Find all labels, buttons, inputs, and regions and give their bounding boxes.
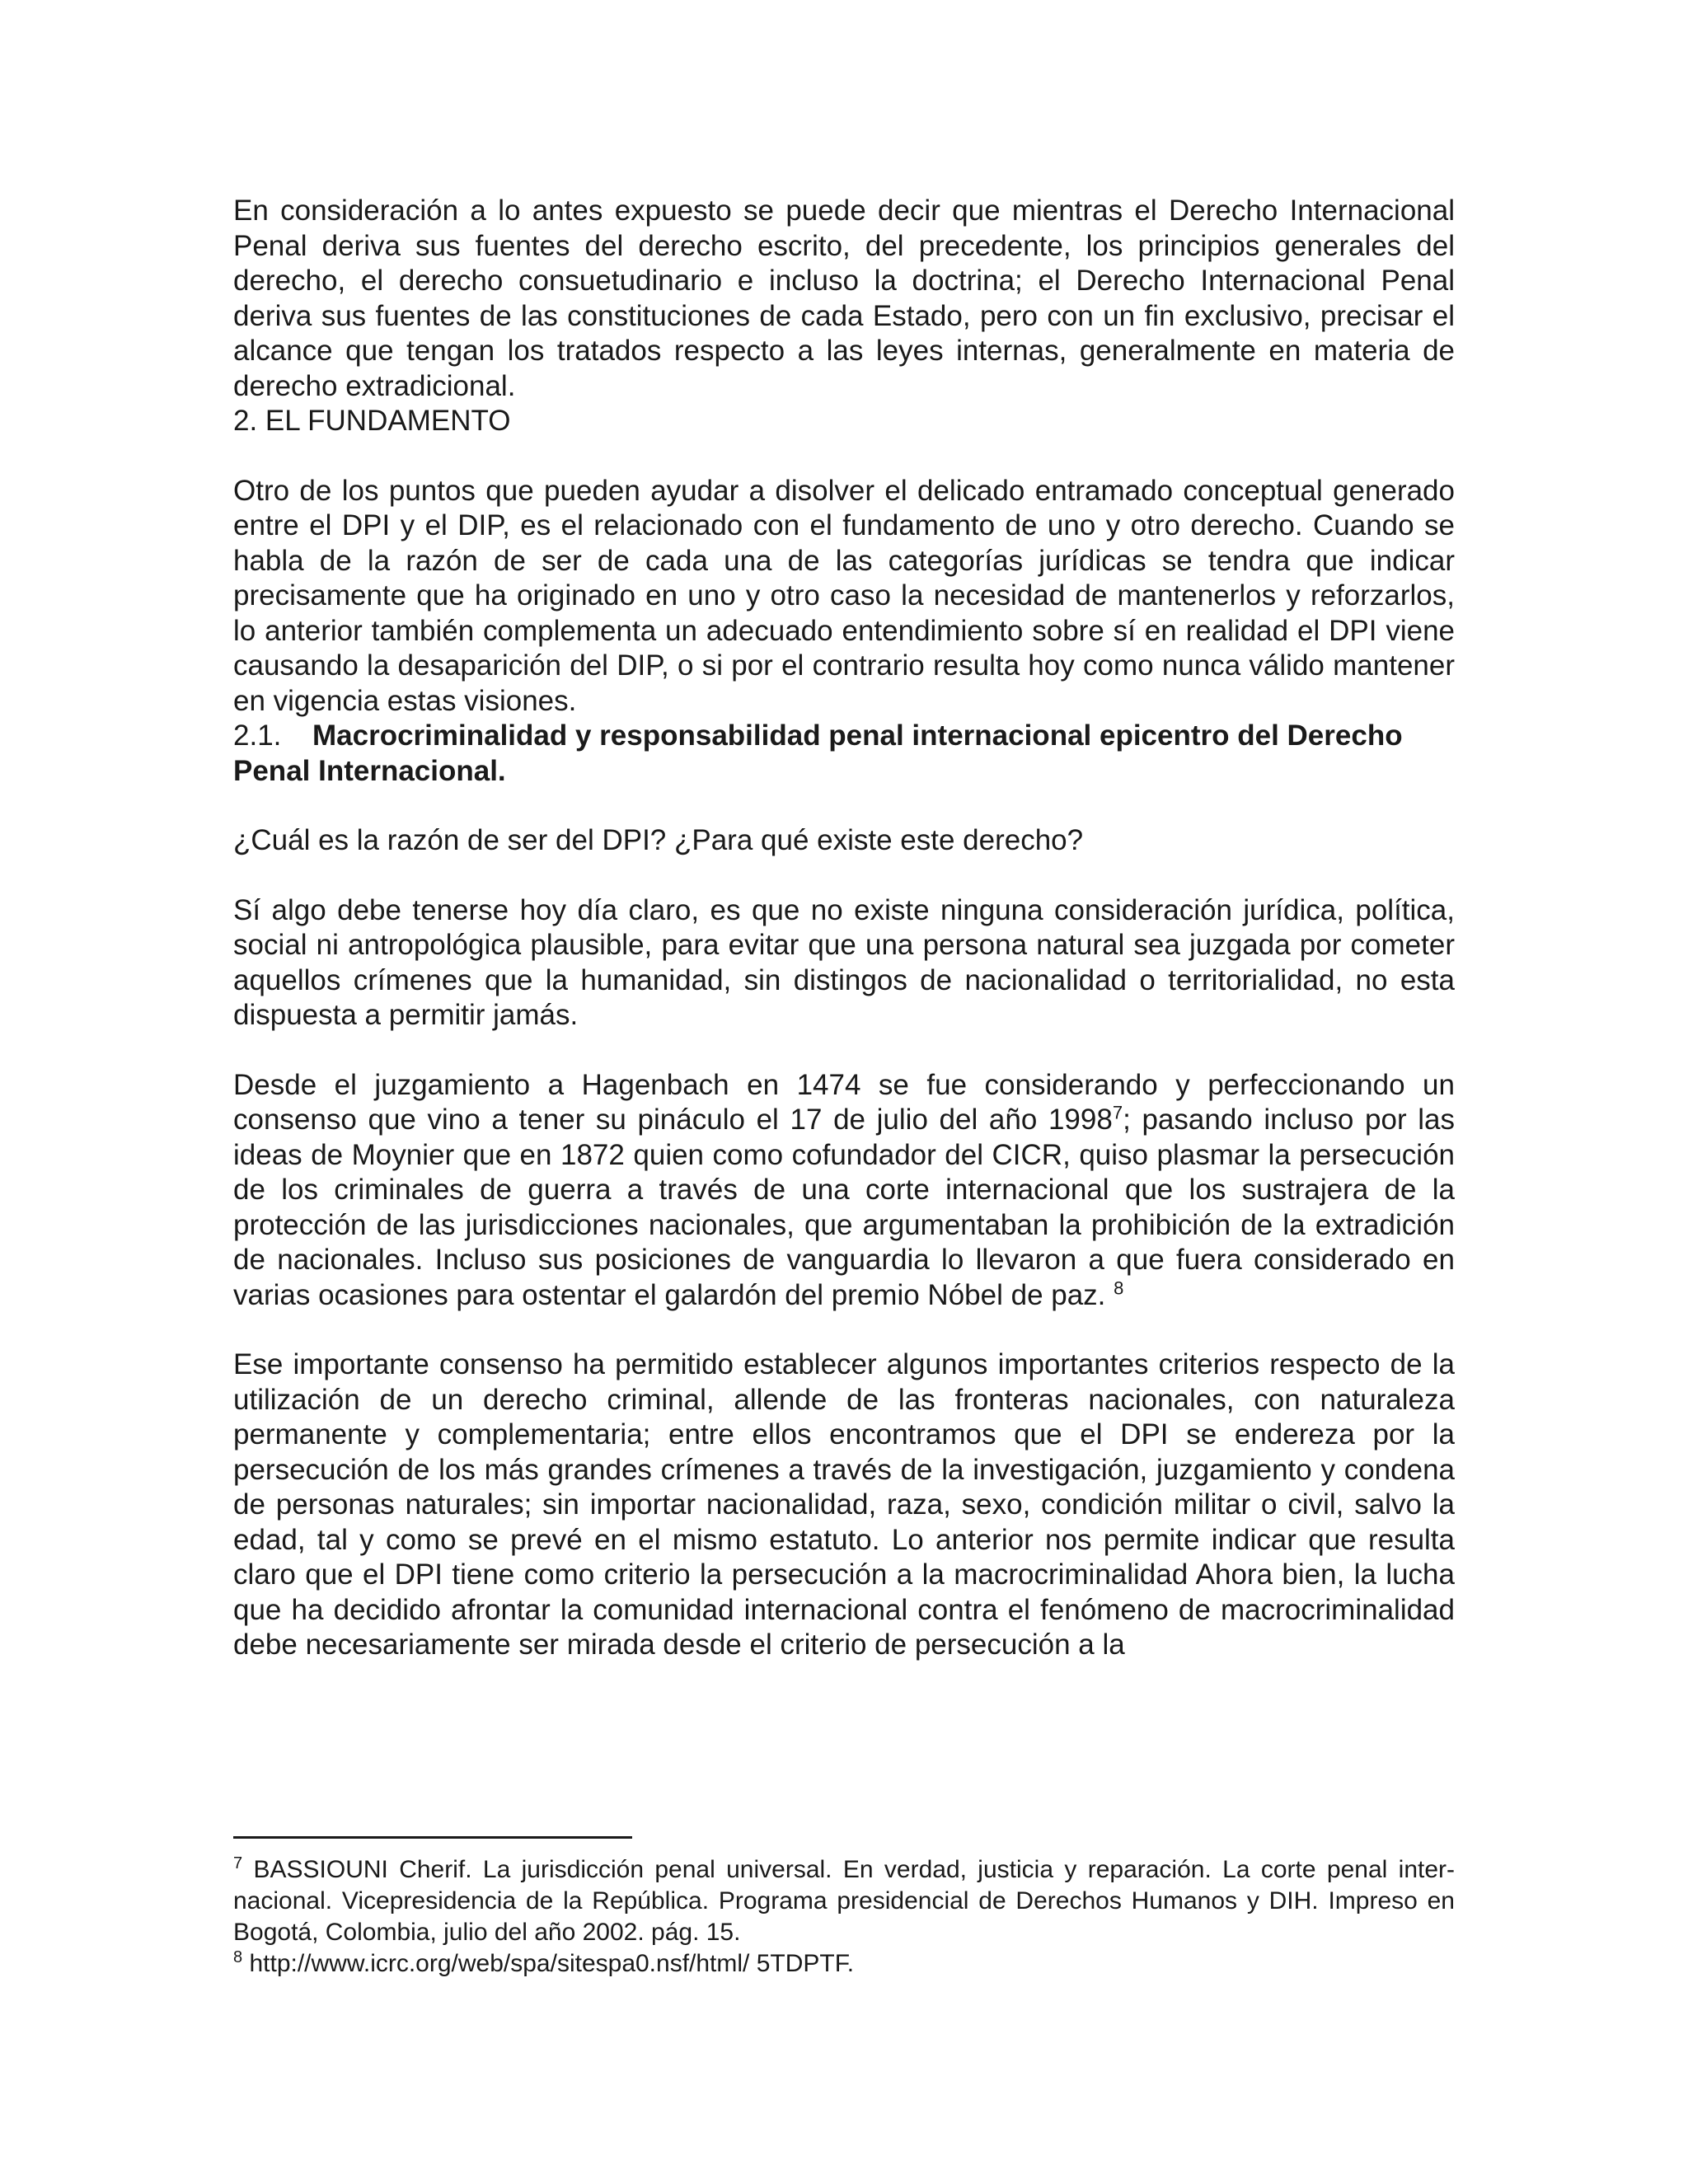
footnote-8 [233,1948,1455,1980]
paragraph-sources: En consideración a lo antes expuesto se puede decir que mientras el Derecho Internacional Penal deriva sus fuentes del derecho escrito, del precedente, los principios generales del derecho, el derecho consuetudinario e incluso la doctrina; el Derecho Internacional Penal deriva sus fuentes de las constituciones de cada Estado, pero con un fin exclusivo, precisar el alcance que tengan los tratados respecto a las leyes internas, generalmente en materia de derecho extradicional. [233,194,1455,402]
document-body [233,194,1455,1663]
section-heading-fundamento: 2. EL FUNDAMENTO [233,405,511,437]
footnote-7 [233,1854,1455,1948]
footnote-link[interactable]: http://www.icrc.org/web/spa/sitespa0.nsf/html/ 5TDPTF. [249,1950,855,1977]
paragraph-hagenbach [233,1068,1455,1314]
footnote-ref-7[interactable]: 7 [1112,1102,1123,1123]
footnote-ref-8[interactable]: 8 [1114,1277,1124,1298]
paragraph-macrocriminality: Sí algo debe tenerse hoy día claro, es que no existe ninguna consideración jurídica, política, social ni antropológica plausible, para evitar que una persona natural sea juzgada por cometer aquellos crímenes que la humanidad, sin distingos de nacionalidad o territorialidad, no esta dispuesta a permitir jamás. [233,893,1455,1031]
paragraph-hagenbach-text-a: Desde el juzgamiento a Hagenbach en 1474 se fue considerando y perfeccionando un consenso que vino a tener su pináculo el 17 de julio del año 1998 [233,1068,1455,1136]
footnote-separator [233,1836,632,1839]
subsection-title: Macrocriminalidad y responsabilidad penal internacional epicentro del Derecho Penal Internacional. [233,719,1403,787]
footnote-number: 8 [233,1948,243,1966]
subsection-heading [233,719,1455,789]
footnote-number: 7 [233,1854,243,1872]
paragraph-hagenbach-text-b: ; pasando incluso por las ideas de Moynier que en 1872 quien como cofundador del CICR, quiso plasmar la persecución de los criminales de guerra a través de una corte internacional que los sustrajera de la protección de las jurisdicciones nacionales, que argumentaban la prohibición de la extradición de nacionales. Incluso sus posiciones de vanguardia lo llevaron a que fuera considerado en varias ocasiones para ostentar el galardón del premio Nóbel de paz. [233,1104,1455,1311]
paragraph-consensus: Ese importante consenso ha permitido establecer algunos importantes criterios respecto de la utilización de un derecho criminal, allende de las fronteras nacionales, con naturaleza permanente y complementaria; entre ellos encontramos que el DPI se endereza por la persecución de los más grandes crímenes a través de la investigación, juzgamiento y condena de personas naturales; sin importar nacionalidad, raza, sexo, condición militar o civil, salvo la edad, tal y como se prevé en el mismo estatuto. Lo anterior nos permite indicar que resulta claro que el DPI tiene como criterio la persecución a la macrocriminalidad Ahora bien, la lucha que ha decidido afrontar la comunidad internacional contra el fenómeno de macrocriminalidad debe necesariamente ser mirada desde el criterio de persecución a la [233,1348,1455,1661]
paragraph-fundamento: Otro de los puntos que pueden ayudar a disolver el delicado entramado conceptual generado entre el DPI y el DIP, es el relacionado con el fundamento de uno y otro derecho. Cuando se habla de la razón de ser de cada una de las categorías jurídicas se tendra que indicar precisamente que ha originado en uno y otro caso la necesidad de mantenerlos y reforzarlos, lo anterior también complementa un adecuado entendimiento sobre sí en realidad el DPI viene causando la desaparición del DIP, o si por el contrario resulta hoy como nunca válido mantener en vigencia estas visiones. [233,474,1455,717]
question-line: ¿Cuál es la razón de ser del DPI? ¿Para qué existe este derecho? [233,824,1084,856]
subsection-number: 2.1. [233,719,282,752]
footnote-text: BASSIOUNI Cherif. La jurisdicción penal universal. En verdad, justicia y reparación. La corte penal inter- nacional. Vicepresidencia de la República. Programa presidencial de Derechos Humanos y DIH. Impreso en Bogotá, Colombia, julio del año 2002. pág. 15. [233,1856,1455,1946]
footnotes [233,1854,1455,1980]
